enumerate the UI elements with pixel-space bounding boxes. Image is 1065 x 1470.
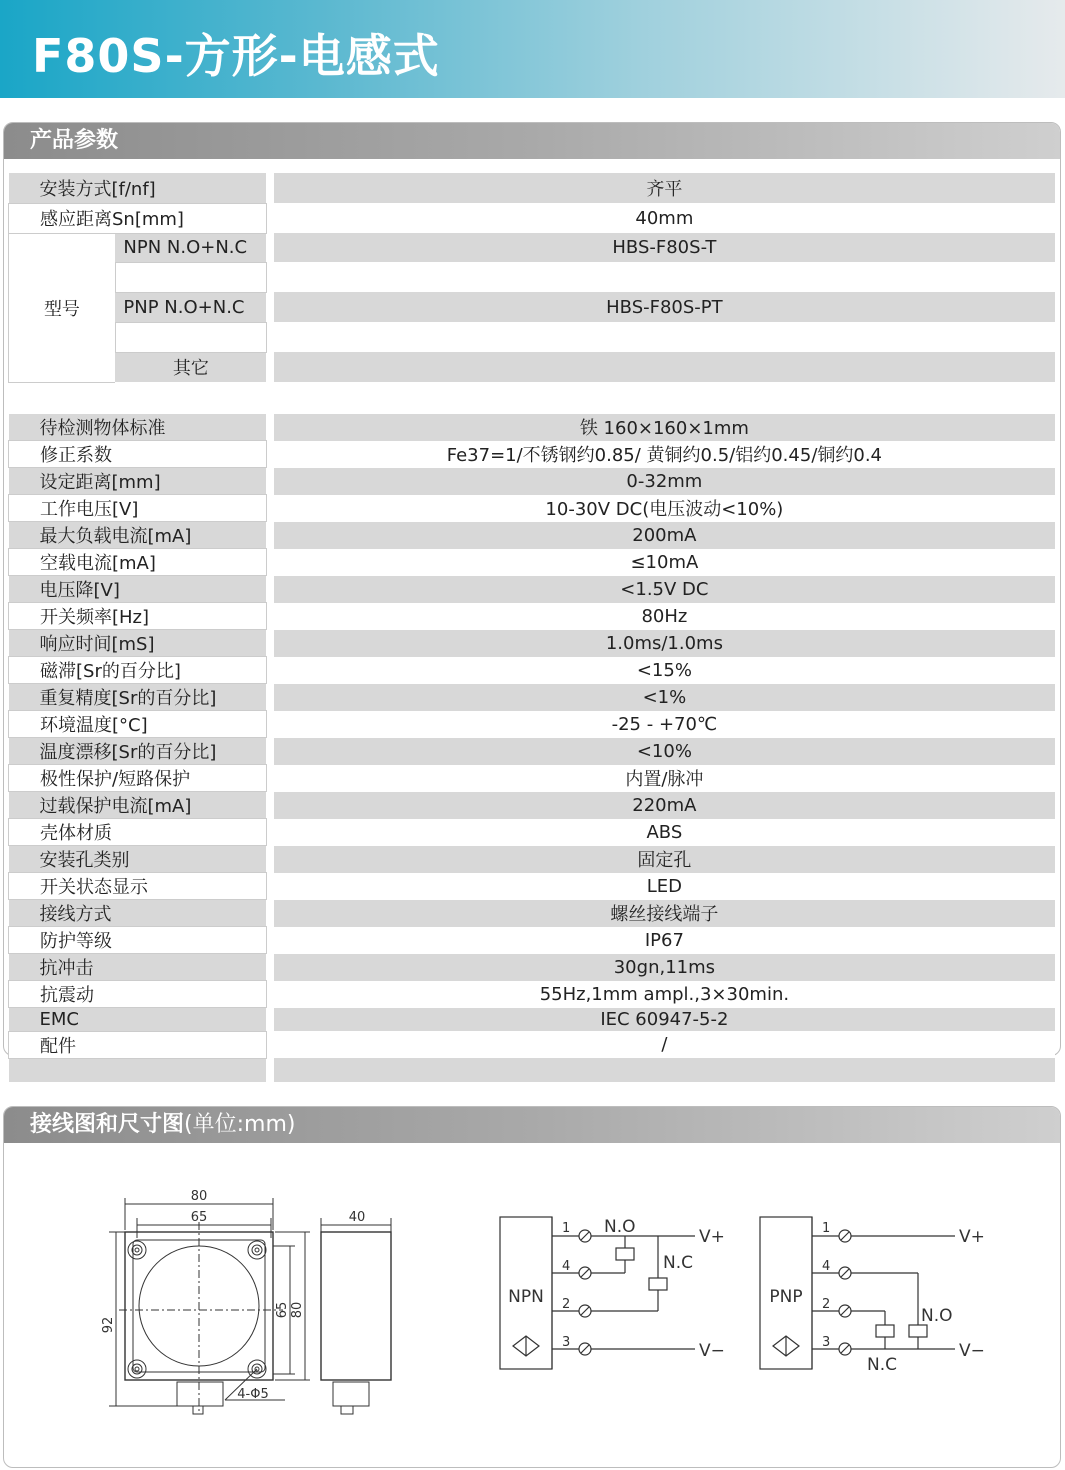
spec-row	[9, 684, 1055, 711]
spec-row	[9, 468, 1055, 495]
dim-80v-label: 80	[290, 1301, 305, 1319]
spec-row	[9, 738, 1055, 765]
npn-pin-3: 3	[562, 1335, 571, 1350]
page-title: F80S-方形-电感式	[32, 29, 440, 83]
spec-label: 安装方式[f/nf]	[9, 173, 267, 203]
spec-row	[9, 981, 1055, 1008]
spec-label: 抗震动	[9, 981, 267, 1008]
spec-value: 铁 160×160×1mm	[274, 414, 1054, 441]
spec-row	[9, 927, 1055, 954]
model-value	[274, 262, 1054, 292]
spec-row	[9, 441, 1055, 468]
pnp-pin-4: 4	[822, 1259, 831, 1274]
spec-label: 温度漂移[Sr的百分比]	[9, 738, 267, 765]
diagram-title-unit: (单位:mm)	[184, 1112, 296, 1137]
sensor-symbol-icon	[773, 1336, 799, 1356]
pnp-nc-label: N.C	[867, 1355, 897, 1375]
spec-row	[9, 1031, 1055, 1058]
pnp-wiring-diagram	[755, 1210, 990, 1380]
spec-value: Fe37=1/不锈钢约0.85/ 黄铜约0.5/铝约0.45/铜约0.4	[274, 441, 1054, 468]
spec-value: 1.0ms/1.0ms	[274, 630, 1054, 657]
spec-label: 修正系数	[9, 441, 267, 468]
spec-value: 80Hz	[274, 603, 1054, 630]
spec-label: 重复精度[Sr的百分比]	[9, 684, 267, 711]
npn-wiring-diagram	[495, 1210, 730, 1380]
spec-table	[8, 414, 1055, 1082]
spec-value: 内置/脉冲	[274, 765, 1054, 792]
holes-label: 4-Φ5	[237, 1387, 269, 1402]
spec-value: 30gn,11ms	[274, 954, 1054, 981]
spec-value	[274, 1058, 1054, 1082]
spec-row	[9, 900, 1055, 927]
spec-row	[9, 1008, 1055, 1032]
spec-row	[9, 549, 1055, 576]
sensor-symbol-icon	[513, 1336, 539, 1356]
pnp-pin-1: 1	[822, 1221, 831, 1236]
spec-value: 55Hz,1mm ampl.,3×30min.	[274, 981, 1054, 1008]
sensor-side-outline	[321, 1232, 391, 1380]
spec-row	[9, 711, 1055, 738]
npn-pin-4: 4	[562, 1259, 571, 1274]
spec-row	[9, 657, 1055, 684]
spec-label: 极性保护/短路保护	[9, 765, 267, 792]
spec-value: 40mm	[635, 207, 694, 229]
pnp-label: PNP	[769, 1287, 803, 1307]
spec-label: 开关状态显示	[9, 873, 267, 900]
spec-value: 0-32mm	[274, 468, 1054, 495]
spec-value: ≤10mA	[274, 549, 1054, 576]
spec-label: 开关频率[Hz]	[9, 603, 267, 630]
spec-row	[9, 495, 1055, 522]
model-label: 型号	[9, 233, 116, 382]
spec-row	[9, 522, 1055, 549]
spec-value: 固定孔	[274, 846, 1054, 873]
model-sub-label: PNP N.O+N.C	[115, 292, 266, 322]
spec-value: 齐平	[274, 173, 1054, 203]
spec-value: 10-30V DC(电压波动<10%)	[274, 495, 1054, 522]
spec-label: EMC	[9, 1008, 267, 1032]
model-value: HBS-F80S-PT	[274, 292, 1054, 322]
spec-label: 空载电流[mA]	[9, 549, 267, 576]
spec-label: 设定距离[mm]	[9, 468, 267, 495]
spec-row	[9, 873, 1055, 900]
spec-label: 接线方式	[9, 900, 267, 927]
spec-label: 工作电压[V]	[9, 495, 267, 522]
spec-row	[9, 819, 1055, 846]
npn-vminus-label: V−	[699, 1341, 725, 1361]
spec-value: <10%	[274, 738, 1054, 765]
spec-label: 感应距离Sn[mm]	[9, 203, 267, 233]
spec-label: 抗冲击	[9, 954, 267, 981]
spec-row	[9, 576, 1055, 603]
pnp-pin-2: 2	[822, 1297, 831, 1312]
title-banner	[0, 0, 1065, 98]
spec-label	[9, 1058, 267, 1082]
diagram-section-title	[4, 1107, 1060, 1143]
model-value	[274, 352, 1054, 382]
pnp-pin-3: 3	[822, 1335, 831, 1350]
dimension-drawing	[95, 1180, 405, 1425]
spec-value: <1.5V DC	[274, 576, 1054, 603]
spec-row	[9, 846, 1055, 873]
dim-65-label: 65	[190, 1210, 208, 1225]
dim-40-label: 40	[348, 1210, 366, 1225]
spec-value: 螺丝接线端子	[274, 900, 1054, 927]
dim-80-label: 80	[190, 1189, 208, 1204]
spec-label: 最大负载电流[mA]	[9, 522, 267, 549]
model-value: HBS-F80S-T	[274, 233, 1054, 262]
spec-value: <15%	[274, 657, 1054, 684]
npn-no-label: N.O	[604, 1217, 636, 1237]
npn-vplus-label: V+	[699, 1227, 725, 1247]
params-section-title: 产品参数	[4, 123, 1060, 159]
spec-label: 响应时间[mS]	[9, 630, 267, 657]
npn-pin-1: 1	[562, 1221, 571, 1236]
spec-label: 配件	[9, 1031, 267, 1058]
spec-row	[9, 954, 1055, 981]
model-sub-label: NPN N.O+N.C	[115, 233, 266, 262]
spec-value: /	[274, 1031, 1054, 1058]
spec-label: 过载保护电流[mA]	[9, 792, 267, 819]
spec-row	[9, 1058, 1055, 1082]
dim-92-label: 92	[101, 1316, 116, 1334]
pnp-vplus-label: V+	[959, 1227, 985, 1247]
spec-value: ABS	[274, 819, 1054, 846]
model-value	[274, 322, 1054, 352]
pnp-vminus-label: V−	[959, 1341, 985, 1361]
spec-row	[9, 765, 1055, 792]
spec-row	[9, 792, 1055, 819]
spec-value: 200mA	[274, 522, 1054, 549]
npn-label: NPN	[508, 1287, 544, 1307]
spec-row	[9, 603, 1055, 630]
spec-label: 待检测物体标准	[9, 414, 267, 441]
spec-label: 电压降[V]	[9, 576, 267, 603]
npn-pin-2: 2	[562, 1297, 571, 1312]
model-sub-label	[115, 322, 266, 352]
spec-value: -25 - +70℃	[274, 711, 1054, 738]
spec-label: 磁滞[Sr的百分比]	[9, 657, 267, 684]
top-spec-table	[8, 173, 1055, 383]
npn-nc-label: N.C	[663, 1253, 693, 1273]
model-sub-label	[115, 262, 266, 292]
spec-row	[9, 630, 1055, 657]
spec-label: 壳体材质	[9, 819, 267, 846]
spec-value: 220mA	[274, 792, 1054, 819]
spec-value: LED	[274, 873, 1054, 900]
spec-label: 环境温度[°C]	[9, 711, 267, 738]
spec-row	[9, 414, 1055, 441]
spec-value: IEC 60947-5-2	[274, 1008, 1054, 1032]
dim-65v-label: 65	[275, 1301, 290, 1319]
spec-value: IP67	[274, 927, 1054, 954]
spec-label: 安装孔类别	[9, 846, 267, 873]
pnp-no-label: N.O	[921, 1306, 953, 1326]
spec-label: 防护等级	[9, 927, 267, 954]
model-sub-label: 其它	[115, 352, 266, 382]
diagram-title-text: 接线图和尺寸图	[30, 1112, 185, 1137]
spec-value: <1%	[274, 684, 1054, 711]
